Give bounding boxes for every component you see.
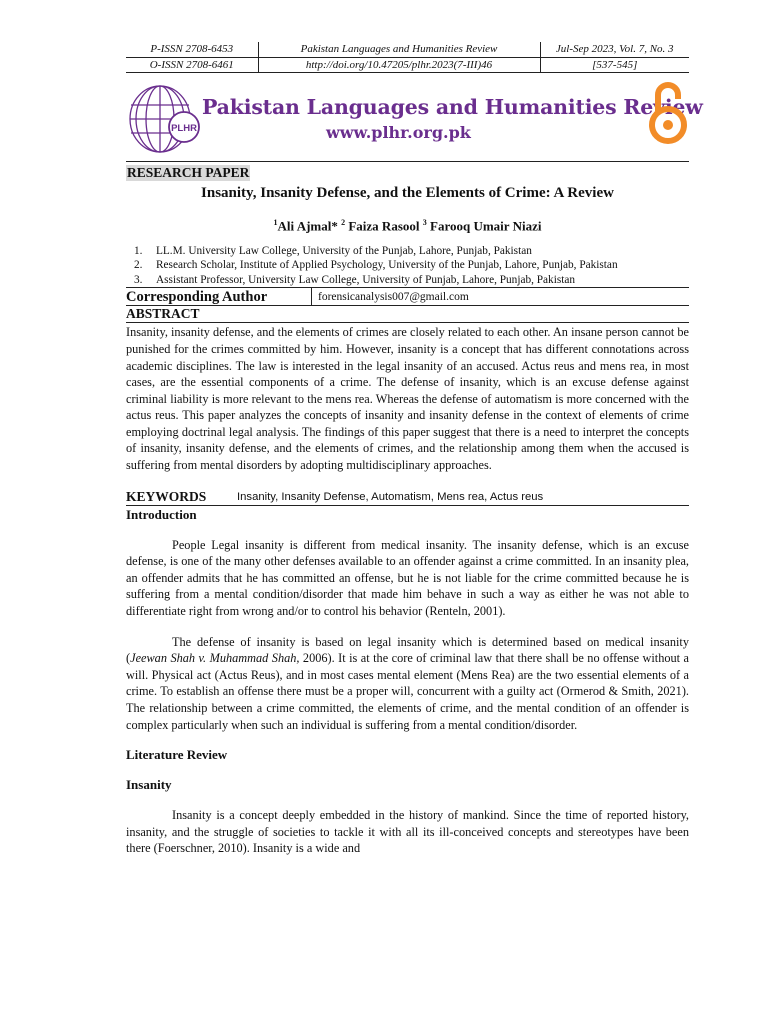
affiliation-list [126,244,689,288]
o-issn: O-ISSN 2708-6461 [126,57,258,72]
author-list [126,218,689,234]
literature-review-heading: Literature Review [126,747,228,763]
author-name: Faiza Rasool [348,217,420,233]
author-name: Farooq Umair Niazi [430,217,542,233]
doi-link[interactable]: http://doi.org/10.47205/plhr.2023(7-III)46 [258,57,540,72]
p-issn: P-ISSN 2708-6453 [126,42,258,57]
insanity-heading: Insanity [126,777,172,793]
banner-title: Pakistan Languages and Humanities Review [202,94,703,119]
author-sup: 1 [273,217,278,227]
abstract-heading: ABSTRACT [126,306,689,323]
banner-url[interactable]: www.plhr.org.pk [326,122,471,142]
paper-title: Insanity, Insanity Defense, and the Elements of Crime: A Review [201,184,614,201]
corresponding-author-label: Corresponding Author [126,288,312,305]
open-access-lock-icon [648,79,688,145]
page-range: [537-545] [540,57,689,72]
corresponding-author-row [126,287,689,306]
insanity-paragraph-1: Insanity is a concept deeply embedded in the history of mankind. Since the time of reported history, insanity, and the struggle of societies to tackle it with all its ill-conceived concepts and stereotypes have been there (Foerschner, 2010). Insanity is a wide and [126,808,689,856]
intro-paragraph-2: The defense of insanity is based on legal insanity which is determined based on medical insanity (Jeewan Shah v. Muhammad Shah, 2006). It is at the core of criminal law that there shall be no offense without a will. Physical act (Actus Reus), and in most cases mental element (Mens Rea) are the two essential elements of a crime. To establish an offense there must be a proper will, concurrent with a guilty act (Ormerod & Smith, 2021). The relationship between a crime committed, the elements of crime, and the mental condition of an offender is complex particularly when such an individual is suffering from a mental condition/disorder. [126,634,689,732]
journal-banner [126,79,703,161]
author-sup: 2 [341,217,346,227]
issue-info: Jul-Sep 2023, Vol. 7, No. 3 [540,42,689,57]
paper-page [126,42,703,857]
intro-paragraph-1: People Legal insanity is different from medical insanity. The insanity defense, which is an excuse defense, is one of the many other defenses available to an offender against a crime committed. In an insanity plea, an offender admits that he has committed an offense, but he is not liable for the crime committed because he is suffering from a mental condition/disorder that made him behave in such a way as either he was not able to differentiate right from wrong and/or to control his behavior (Renteln, 2001). [126,537,689,619]
journal-name: Pakistan Languages and Humanities Review [258,42,540,57]
affiliation-item: 1. LL.M. University Law College, University of the Punjab, Lahore, Punjab, Pakistan [134,244,532,257]
abstract-text: Insanity, insanity defense, and the elements of crimes are closely related to each other. An insane person cannot be punished for the crimes committed by him. However, insanity is a concept that has different connotations across academic disciplines. The law is interested in the legal insanity of an accused. Actus reus and mens rea, in most cases, are the essential components of a crime. The defense of insanity, which is an excuse defense against criminal liability is more relevant to the mens rea. Whereas the defense of automatism is more concerned with the actus reus. This paper analyzes the concepts of insanity and insanity defense in the context of elements of crime employing doctrinal legal analysis. The findings of this paper suggest that there is a need to interpret the concepts of insanity, insanity defense, and the elements of crimes, and the relationship among them when the accused is suffering from mental disorders by adopting multidisciplinary approaches. [126,325,689,473]
plhr-globe-logo-icon [126,83,206,155]
introduction-heading: Introduction [126,506,197,522]
keywords-label: KEYWORDS [126,488,207,504]
corresponding-author-email[interactable]: forensicanalysis007@gmail.com [318,291,469,304]
article-type-label: RESEARCH PAPER [127,164,250,180]
case-citation: Jeewan Shah v. Muhammad Shah, [130,651,300,666]
logo-text: PLHR [171,122,197,134]
affiliation-item: 2. Research Scholar, Institute of Applied Psychology, University of the Punjab, Lahore, Punjab, Pakistan [134,259,618,272]
keywords-text: Insanity, Insanity Defense, Automatism, Mens rea, Actus reus [237,490,544,503]
journal-header-table [126,42,689,73]
author-sup: 3 [422,217,427,227]
keywords-row [126,489,689,506]
author-name: Ali Ajmal* [277,217,338,233]
affiliation-item: 3. Assistant Professor, University Law College, University of Punjab, Lahore, Punjab, Pakistan [134,273,576,286]
banner-rule [126,161,689,162]
